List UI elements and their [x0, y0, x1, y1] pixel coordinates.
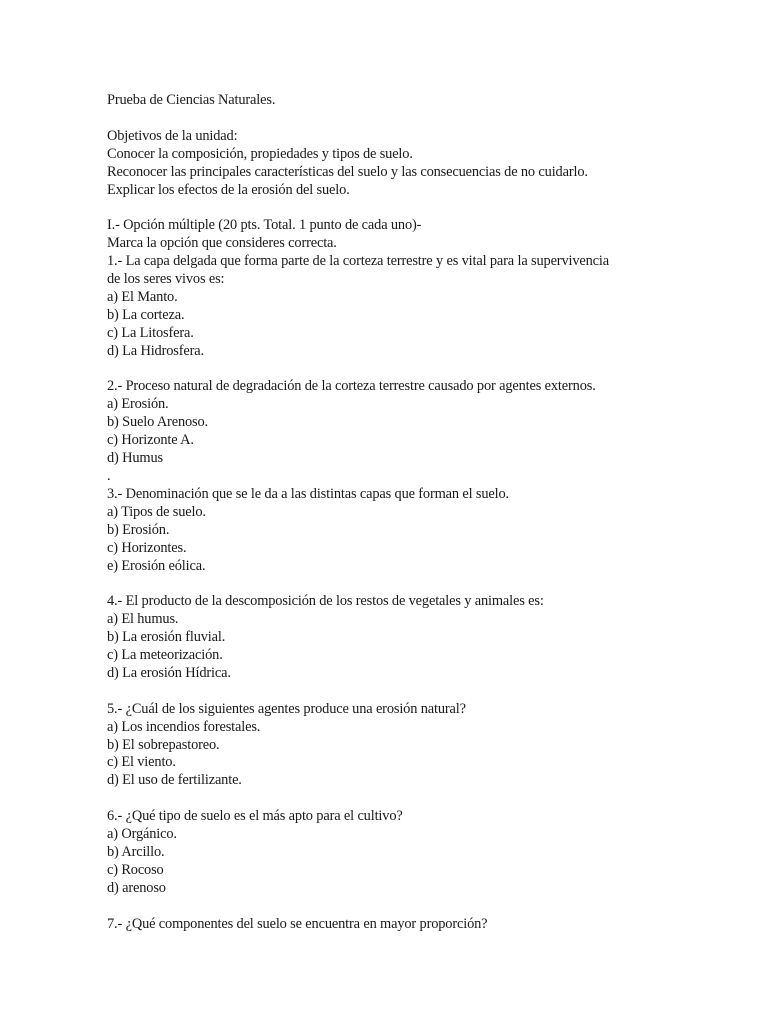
answer-option: b) Suelo Arenoso. [107, 414, 208, 431]
document-title: Prueba de Ciencias Naturales. [107, 92, 276, 108]
answer-option: c) La Litosfera. [107, 324, 194, 341]
question-1 [107, 253, 707, 360]
section-heading: I.- Opción múltiple (20 pts. Total. 1 punto de cada uno)- [107, 217, 422, 234]
spacer [107, 683, 707, 701]
answer-option: b) La erosión fluvial. [107, 629, 226, 646]
question-4 [107, 593, 707, 683]
answer-option: c) El viento. [107, 754, 176, 771]
answer-option: b) Erosión. [107, 521, 170, 538]
spacer [107, 199, 707, 217]
spacer [107, 898, 707, 916]
spacer [107, 361, 707, 379]
answer-option: c) Rocoso [107, 861, 164, 878]
question-text: 3.- Denominación que se le da a las distintas capas que forman el suelo. [107, 485, 510, 502]
answer-option: d) Humus [107, 450, 163, 467]
question-6 [107, 808, 707, 898]
answer-option: d) La erosión Hídrica. [107, 664, 231, 681]
question-text: 6.- ¿Qué tipo de suelo es el más apto para el cultivo? [107, 808, 403, 825]
question-text: 5.- ¿Cuál de los siguientes agentes produce una erosión natural? [107, 700, 466, 717]
answer-option: d) arenoso [107, 879, 166, 896]
question-7 [107, 916, 707, 934]
section-instruction: Marca la opción que consideres correcta. [107, 235, 337, 252]
answer-option: a) Los incendios forestales. [107, 718, 261, 735]
answer-option: c) La meteorización. [107, 647, 223, 664]
answer-option: a) Erosión. [107, 396, 169, 413]
spacer [107, 790, 707, 808]
answer-option: b) El sobrepastoreo. [107, 736, 220, 753]
question-3 [107, 486, 707, 576]
question-5 [107, 701, 707, 791]
objective-item: Conocer la composición, propiedades y tipos de suelo. [107, 145, 413, 162]
answer-option: a) Tipos de suelo. [107, 503, 206, 520]
spacer [107, 575, 707, 593]
question-text: 1.- La capa delgada que forma parte de la corteza terrestre y es vital para la supervivencia [107, 253, 609, 270]
stray-period: . [107, 467, 111, 484]
question-2 [107, 378, 707, 485]
answer-option: e) Erosión eólica. [107, 557, 206, 574]
objective-item: Reconocer las principales características del suelo y las consecuencias de no cuidarlo. [107, 163, 588, 180]
objectives-heading: Objetivos de la unidad: [107, 127, 238, 144]
spacer [107, 110, 707, 128]
answer-option: b) Arcillo. [107, 843, 165, 860]
question-text: 2.- Proceso natural de degradación de la corteza terrestre causado por agentes externos. [107, 378, 596, 395]
answer-option: a) El humus. [107, 611, 179, 628]
answer-option: c) Horizontes. [107, 539, 187, 556]
objective-item: Explicar los efectos de la erosión del suelo. [107, 181, 350, 198]
answer-option: b) La corteza. [107, 306, 185, 323]
answer-option: d) El uso de fertilizante. [107, 772, 242, 789]
answer-option: c) Horizonte A. [107, 432, 194, 449]
answer-option: a) El Manto. [107, 288, 178, 305]
answer-option: a) Orgánico. [107, 826, 177, 843]
question-text: de los seres vivos es: [107, 271, 225, 288]
question-text: 4.- El producto de la descomposición de los restos de vegetales y animales es: [107, 593, 544, 610]
document-page [107, 92, 707, 933]
question-text: 7.- ¿Qué componentes del suelo se encuentra en mayor proporción? [107, 915, 488, 932]
objectives-block [107, 128, 707, 200]
answer-option: d) La Hidrosfera. [107, 342, 204, 359]
section-header [107, 217, 707, 253]
